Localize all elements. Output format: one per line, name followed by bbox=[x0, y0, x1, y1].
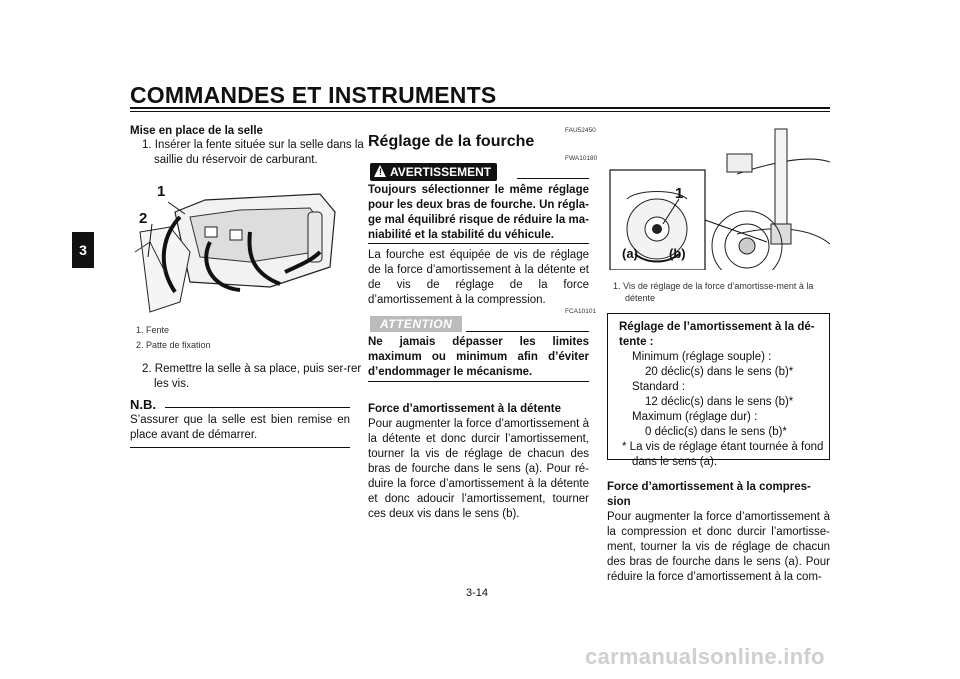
attention-text: Ne jamais dépasser les limites maximum ou minimum afin d’éviter d’endommager le mécanisme. bbox=[368, 336, 589, 378]
step-2: 2. Remettre la selle à sa place, puis ser-rer les vis. bbox=[142, 363, 362, 390]
page-title: COMMANDES ET INSTRUMENTS bbox=[130, 82, 497, 108]
watermark: carmanualsonline.info bbox=[585, 644, 825, 669]
compression-text: Pour augmenter la force d’amortissement à la compression et donc durcir l’amortisse-ment, tourner la vis de réglage de chacun des bras de fourche dans le sens (a). Pour réduire la force d’amortissement à la com- bbox=[607, 511, 830, 583]
warning-label bbox=[370, 163, 497, 181]
header-rule bbox=[130, 107, 830, 109]
fig1-label-1: 1 bbox=[157, 183, 166, 200]
chapter-tab: 3 bbox=[72, 232, 94, 268]
warning-bottom-rule bbox=[368, 243, 589, 244]
fig1-label-2: 2 bbox=[139, 210, 148, 227]
header-rule-thin bbox=[130, 111, 830, 112]
nb-title: N.B. bbox=[130, 397, 156, 412]
rebound-text: Pour augmenter la force d’amortissement à la détente et donc durcir l’amortissement, tourner la vis de réglage de chacun des bras de fourche dans le sens (a). Pour ré-duire la force d’amortissement à la détente et donc adoucir l’amortissement, tourner ces deux vis dans le sens (b). bbox=[368, 418, 589, 520]
fig2-caption: 1. Vis de réglage de la force d’amortisse-ment à la détente bbox=[613, 281, 814, 303]
caption-patte: 2. Patte de fixation bbox=[136, 340, 211, 350]
fork-intro: La fourche est équipée de vis de réglage de la force d’amortissement à la détente et de vis de réglage de la force d’amortissement à la compression. bbox=[368, 249, 589, 306]
caption-fente: 1. Fente bbox=[136, 325, 170, 335]
attention-label: ATTENTION bbox=[370, 316, 462, 332]
min-label: Minimum (réglage souple) : bbox=[632, 351, 772, 363]
fig2-label-b: (b) bbox=[669, 246, 686, 261]
rebound-heading: Force d’amortissement à la détente bbox=[368, 403, 562, 415]
max-label: Maximum (réglage dur) : bbox=[632, 411, 758, 423]
min-value: 20 déclic(s) dans le sens (b)* bbox=[645, 366, 794, 378]
seat-install-heading: Mise en place de la selle bbox=[130, 125, 263, 137]
fig2-label-a: (a) bbox=[622, 246, 638, 261]
max-value: 0 déclic(s) dans le sens (b)* bbox=[645, 426, 787, 438]
warning-rule bbox=[517, 178, 589, 179]
code-fca10101: FCA10101 bbox=[565, 308, 597, 315]
nb-text: S’assurer que la selle est bien remise en place avant de démarrer. bbox=[130, 414, 350, 441]
fork-adjust-title: Réglage de la fourche bbox=[368, 133, 535, 150]
code-fwa10180: FWA10180 bbox=[565, 155, 598, 162]
fork-illustration bbox=[607, 124, 830, 270]
std-value: 12 déclic(s) dans le sens (b)* bbox=[645, 396, 794, 408]
nb-rule bbox=[165, 407, 350, 408]
code-fau52450: FAU52450 bbox=[565, 127, 596, 134]
footnote: * La vis de réglage étant tournée à fond dans le sens (a). bbox=[622, 441, 824, 468]
compression-heading: Force d’amortissement à la compres-sion bbox=[607, 481, 811, 508]
box-title: Réglage de l’amortissement à la dé-tente : bbox=[619, 321, 815, 348]
exclamation-icon: ! bbox=[379, 167, 382, 177]
std-label: Standard : bbox=[632, 381, 686, 393]
page-number: 3-14 bbox=[466, 587, 489, 599]
step-1: 1. Insérer la fente située sur la selle dans la saillie du réservoir de carburant. bbox=[142, 139, 364, 166]
attention-bottom-rule bbox=[368, 381, 589, 382]
nb-bottom-rule bbox=[130, 447, 350, 448]
warning-text: Toujours sélectionner le même réglage pour les deux bras de fourche. Un régla-ge mal équilibré risque de réduire la ma-niabilité et la stabilité du véhicule. bbox=[368, 184, 589, 241]
warning-text-label: AVERTISSEMENT bbox=[390, 165, 492, 179]
fig2-label-1: 1 bbox=[675, 185, 684, 202]
attention-rule bbox=[466, 331, 589, 332]
